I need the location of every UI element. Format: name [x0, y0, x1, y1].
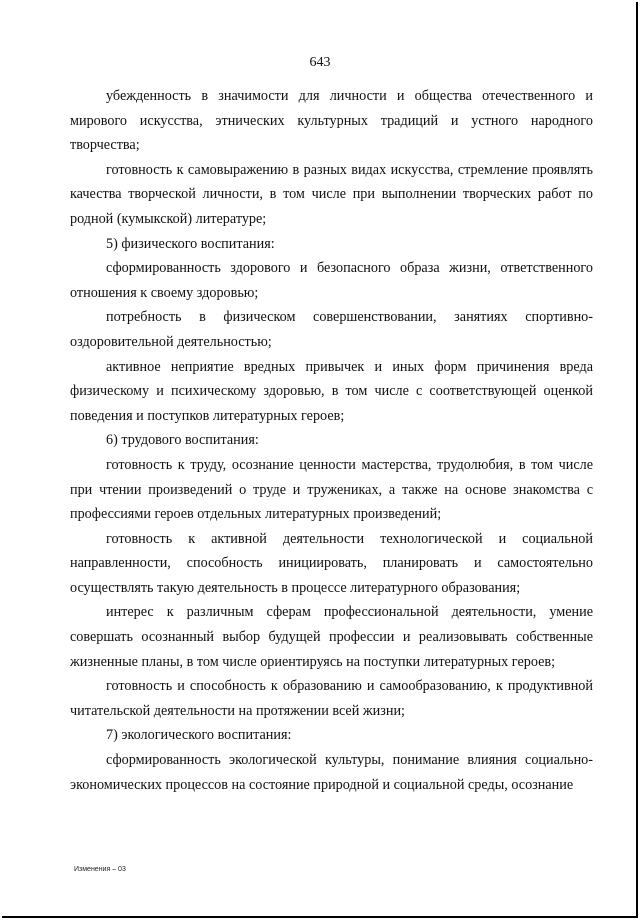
paragraph-8: интерес к различным сферам профессиональной деятельности, умение совершать осознанный выбор будущей профессии и реализовывать собственные жизненные планы, в том числе ориентируясь на поступки литературных героев;	[70, 604, 593, 670]
section-heading-5: 5) физического воспитания:	[106, 235, 275, 252]
paragraph-6: готовность к труду, осознание ценности мастерства, трудолюбия, в том числе при чтении произведений о труде и тружениках, а также на основе знакомства с профессиями героев отдельных литературных произведений;	[70, 456, 593, 523]
paragraph-3: сформированность здорового и безопасного образа жизни, ответственного отношения к своему здоровью;	[70, 260, 593, 301]
section-heading-7: 7) экологического воспитания:	[106, 727, 292, 744]
document-body	[70, 84, 593, 797]
page-number: 643	[309, 55, 331, 70]
paragraph-10: сформированность экологической культуры, понимание влияния социально-экономических процессов на состояние природной и социальной среды, осознание	[70, 752, 593, 793]
paragraph-9: готовность и способность к образованию и самообразованию, к продуктивной читательской деятельности на протяжении всей жизни;	[70, 678, 593, 719]
paragraph-1: убежденность в значимости для личности и общества отечественного и мирового искусства, этнических культурных традиций и устного народного творчества;	[70, 88, 593, 154]
paragraph-7: готовность к активной деятельности технологической и социальной направленности, способность инициировать, планировать и самостоятельно осуществлять такую деятельность в процессе литературного образования;	[70, 530, 593, 596]
paragraph-4: потребность в физическом совершенствовании, занятиях спортивно-оздоровительной деятельностью;	[70, 309, 593, 350]
paragraph-2: готовность к самовыражению в разных видах искусства, стремление проявлять качества творческой личности, в том числе при выполнении творческих работ по родной (кумыкской) литературе;	[70, 161, 593, 227]
footer-revision-note: Изменения – 03	[74, 866, 126, 873]
section-heading-6: 6) трудового воспитания:	[106, 432, 259, 449]
paragraph-5: активное неприятие вредных привычек и иных форм причинения вреда физическому и психическому здоровью, в том числе с соответствующей оценкой поведения и поступков литературных героев;	[70, 358, 593, 424]
